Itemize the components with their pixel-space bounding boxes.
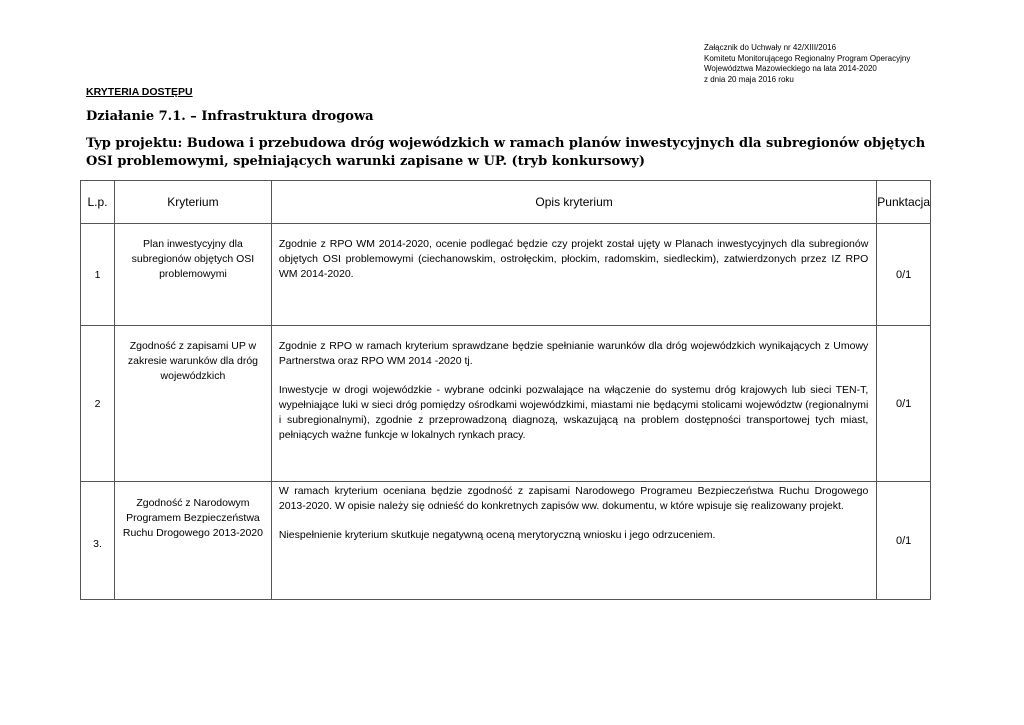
- annex-line: z dnia 20 maja 2016 roku: [704, 74, 794, 84]
- project-type: Typ projektu: Budowa i przebudowa dróg wojewódzkich w ramach planów inwestycyjnych dla subregionów objętych OSI problemowymi, spełniających warunki zapisane w UP. (tryb konkursowy): [86, 136, 926, 169]
- annex-line: Komitetu Monitorującego Regionalny Program Operacyjny: [704, 53, 911, 63]
- section-title: KRYTERIA DOSTĘPU: [86, 86, 193, 98]
- row-score: 0/1: [877, 224, 931, 326]
- table-row: [81, 326, 931, 482]
- annex-note: [704, 43, 910, 85]
- header-score: Punktacja: [877, 181, 931, 224]
- row-description: [271, 482, 876, 600]
- description-paragraph: Inwestycje w drogi wojewódzkie - wybrane odcinki pozwalające na włączenie do systemu dróg krajowych lub sieci TEN-T, wypełniające luki w sieci dróg pomiędzy ośrodkami wojewódzkimi, miastami nie będącymi stolicami województw (regionalnymi i subregionalnymi), zgodnie z przeprowadzoną diagnozą, wskazującą na problem dostępności transportowej tych miast, pełniących ważne funkcje w lokalnych rynkach pracy.: [278, 384, 869, 441]
- header-lp: L.p.: [81, 181, 115, 224]
- row-criterion: Zgodność z zapisami UP w zakresie warunków dla dróg wojewódzkich: [114, 326, 271, 482]
- annex-line: Załącznik do Uchwały nr 42/XIII/2016: [704, 43, 837, 52]
- row-score: 0/1: [877, 482, 931, 600]
- row-description: [271, 224, 876, 326]
- row-score: 0/1: [877, 326, 931, 482]
- description-paragraph: W ramach kryterium oceniana będzie zgodność z zapisami Narodowego Programeu Bezpieczeństwa Ruchu Drogowego 2013-2020. W opisie należy się odnieść do konkretnych zapisów ww. dokumentu, w które wpisuje się realizowany projekt.: [278, 485, 869, 512]
- criteria-table: [80, 180, 931, 600]
- row-description: [271, 326, 876, 482]
- table-row: [81, 482, 931, 600]
- action-title: Działanie 7.1. – Infrastruktura drogowa: [86, 109, 374, 124]
- row-lp: 2: [81, 326, 115, 482]
- annex-line: Województwa Mazowieckiego na lata 2014-2020: [704, 64, 877, 73]
- table-row: [81, 224, 931, 326]
- description-paragraph: Niespełnienie kryterium skutkuje negatywną oceną merytoryczną wniosku i jego odrzuceniem.: [278, 529, 716, 541]
- row-lp: 1: [81, 224, 115, 326]
- header-criterion: Kryterium: [114, 181, 271, 224]
- row-lp: 3.: [81, 482, 115, 600]
- table-header-row: [81, 181, 931, 224]
- row-criterion: Plan inwestycyjny dla subregionów objętych OSI problemowymi: [114, 224, 271, 326]
- row-criterion: Zgodność z Narodowym Programem Bezpieczeństwa Ruchu Drogowego 2013-2020: [114, 482, 271, 600]
- header-description: Opis kryterium: [271, 181, 876, 224]
- description-paragraph: Zgodnie z RPO w ramach kryterium sprawdzane będzie spełnianie warunków dla dróg wojewódzkich wynikających z Umowy Partnerstwa oraz RPO WM 2014 -2020 tj.: [278, 340, 869, 367]
- description-paragraph: Zgodnie z RPO WM 2014-2020, ocenie podlegać będzie czy projekt został ujęty w Planach inwestycyjnych dla subregionów objętych OSI problemowymi (ciechanowskim, ostrołęckim, płockim, radomskim, siedleckim), zatwierdzonych przez IZ RPO WM 2014-2020.: [278, 238, 869, 280]
